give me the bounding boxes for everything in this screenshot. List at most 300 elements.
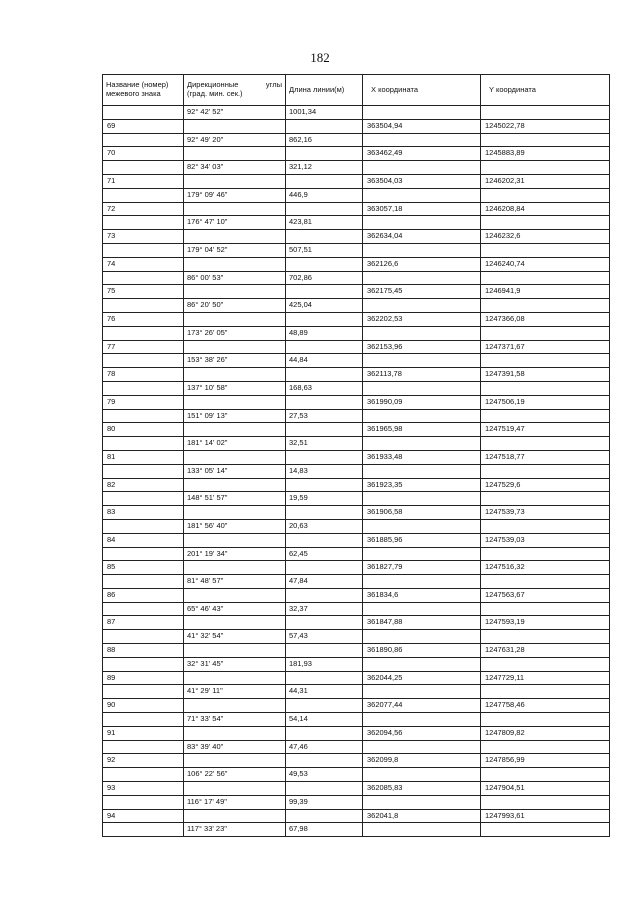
angle-empty xyxy=(184,230,286,244)
angle-empty xyxy=(184,147,286,161)
header-row xyxy=(103,75,610,106)
y-coordinate: 1247529,6 xyxy=(481,478,610,492)
x-coordinate: 361923,35 xyxy=(363,478,481,492)
length-empty xyxy=(286,147,363,161)
y-coordinate: 1247563,67 xyxy=(481,588,610,602)
line-length: 67,98 xyxy=(286,823,363,837)
y-empty xyxy=(481,713,610,727)
x-empty xyxy=(363,740,481,754)
name-empty xyxy=(103,685,184,699)
y-empty xyxy=(481,657,610,671)
x-empty xyxy=(363,188,481,202)
name-empty xyxy=(103,271,184,285)
point-name: 91 xyxy=(103,726,184,740)
direction-angle: 148° 51' 57" xyxy=(184,492,286,506)
point-row xyxy=(103,147,610,161)
y-empty xyxy=(481,547,610,561)
name-empty xyxy=(103,381,184,395)
y-empty xyxy=(481,519,610,533)
point-name: 71 xyxy=(103,174,184,188)
point-row xyxy=(103,230,610,244)
x-coordinate: 363462,49 xyxy=(363,147,481,161)
header-length: Длина линии(м) xyxy=(286,75,363,106)
line-length: 49,53 xyxy=(286,768,363,782)
line-length: 423,81 xyxy=(286,216,363,230)
x-coordinate: 363504,94 xyxy=(363,119,481,133)
x-empty xyxy=(363,685,481,699)
angle-empty xyxy=(184,285,286,299)
name-empty xyxy=(103,409,184,423)
point-name: 85 xyxy=(103,561,184,575)
segment-row xyxy=(103,575,610,589)
y-empty xyxy=(481,575,610,589)
y-empty xyxy=(481,161,610,175)
segment-row xyxy=(103,188,610,202)
point-row xyxy=(103,782,610,796)
point-name: 90 xyxy=(103,699,184,713)
x-coordinate: 362041,8 xyxy=(363,809,481,823)
point-row xyxy=(103,809,610,823)
angle-empty xyxy=(184,616,286,630)
point-name: 76 xyxy=(103,312,184,326)
length-empty xyxy=(286,312,363,326)
point-row xyxy=(103,671,610,685)
x-empty xyxy=(363,216,481,230)
direction-angle: 81° 48' 57" xyxy=(184,575,286,589)
x-coordinate: 362094,56 xyxy=(363,726,481,740)
point-row xyxy=(103,616,610,630)
y-coordinate: 1247519,47 xyxy=(481,423,610,437)
segment-row xyxy=(103,547,610,561)
segment-row xyxy=(103,657,610,671)
line-length: 1001,34 xyxy=(286,106,363,120)
line-length: 32,37 xyxy=(286,602,363,616)
point-name: 87 xyxy=(103,616,184,630)
point-name: 94 xyxy=(103,809,184,823)
length-empty xyxy=(286,561,363,575)
length-empty xyxy=(286,699,363,713)
name-empty xyxy=(103,713,184,727)
x-empty xyxy=(363,299,481,313)
line-length: 20,63 xyxy=(286,519,363,533)
direction-angle: 65° 46' 43" xyxy=(184,602,286,616)
segment-row xyxy=(103,133,610,147)
angle-empty xyxy=(184,726,286,740)
point-name: 72 xyxy=(103,202,184,216)
line-length: 702,86 xyxy=(286,271,363,285)
name-empty xyxy=(103,464,184,478)
header-name-line1: Название (номер) xyxy=(106,80,169,90)
name-empty xyxy=(103,106,184,120)
line-length: 19,59 xyxy=(286,492,363,506)
y-empty xyxy=(481,299,610,313)
name-empty xyxy=(103,602,184,616)
x-empty xyxy=(363,409,481,423)
direction-angle: 173° 26' 05" xyxy=(184,326,286,340)
x-empty xyxy=(363,519,481,533)
point-row xyxy=(103,119,610,133)
point-name: 92 xyxy=(103,754,184,768)
segment-row xyxy=(103,768,610,782)
name-empty xyxy=(103,823,184,837)
point-row xyxy=(103,754,610,768)
angle-empty xyxy=(184,671,286,685)
header-name-line2: межевого знака xyxy=(106,89,161,98)
y-coordinate: 1247366,08 xyxy=(481,312,610,326)
name-empty xyxy=(103,630,184,644)
line-length: 62,45 xyxy=(286,547,363,561)
y-empty xyxy=(481,381,610,395)
header-angle-word2: углы xyxy=(265,80,282,90)
x-empty xyxy=(363,795,481,809)
length-empty xyxy=(286,809,363,823)
y-coordinate: 1247518,77 xyxy=(481,450,610,464)
point-row xyxy=(103,478,610,492)
y-empty xyxy=(481,823,610,837)
y-coordinate: 1246202,31 xyxy=(481,174,610,188)
point-name: 81 xyxy=(103,450,184,464)
point-row xyxy=(103,257,610,271)
segment-row xyxy=(103,271,610,285)
y-coordinate: 1247993,61 xyxy=(481,809,610,823)
segment-row xyxy=(103,630,610,644)
y-empty xyxy=(481,188,610,202)
y-coordinate: 1247516,32 xyxy=(481,561,610,575)
table-header xyxy=(103,75,610,106)
direction-angle: 41° 29' 11" xyxy=(184,685,286,699)
point-row xyxy=(103,174,610,188)
name-empty xyxy=(103,547,184,561)
y-coordinate: 1246232,6 xyxy=(481,230,610,244)
y-coordinate: 1247856,99 xyxy=(481,754,610,768)
angle-empty xyxy=(184,561,286,575)
angle-empty xyxy=(184,450,286,464)
point-row xyxy=(103,423,610,437)
direction-angle: 181° 14' 02" xyxy=(184,437,286,451)
x-empty xyxy=(363,326,481,340)
y-coordinate: 1247593,19 xyxy=(481,616,610,630)
page-number: 182 xyxy=(310,50,330,65)
x-coordinate: 363504,03 xyxy=(363,174,481,188)
segment-row xyxy=(103,464,610,478)
angle-empty xyxy=(184,588,286,602)
length-empty xyxy=(286,257,363,271)
direction-angle: 133° 05' 14" xyxy=(184,464,286,478)
y-coordinate: 1247904,51 xyxy=(481,782,610,796)
point-row xyxy=(103,644,610,658)
segment-row xyxy=(103,381,610,395)
point-row xyxy=(103,285,610,299)
y-empty xyxy=(481,271,610,285)
line-length: 446,9 xyxy=(286,188,363,202)
y-empty xyxy=(481,354,610,368)
x-coordinate: 362099,8 xyxy=(363,754,481,768)
x-empty xyxy=(363,437,481,451)
x-empty xyxy=(363,602,481,616)
x-coordinate: 362077,44 xyxy=(363,699,481,713)
line-length: 54,14 xyxy=(286,713,363,727)
x-coordinate: 361965,98 xyxy=(363,423,481,437)
x-empty xyxy=(363,243,481,257)
point-name: 69 xyxy=(103,119,184,133)
point-row xyxy=(103,726,610,740)
segment-row xyxy=(103,299,610,313)
direction-angle: 181° 56' 40" xyxy=(184,519,286,533)
line-length: 321,12 xyxy=(286,161,363,175)
line-length: 32,51 xyxy=(286,437,363,451)
direction-angle: 179° 09' 46" xyxy=(184,188,286,202)
x-coordinate: 362175,45 xyxy=(363,285,481,299)
y-empty xyxy=(481,106,610,120)
x-empty xyxy=(363,381,481,395)
x-coordinate: 361890,86 xyxy=(363,644,481,658)
direction-angle: 106° 22' 56" xyxy=(184,768,286,782)
angle-empty xyxy=(184,782,286,796)
point-name: 79 xyxy=(103,395,184,409)
segment-row xyxy=(103,161,610,175)
y-coordinate: 1247809,82 xyxy=(481,726,610,740)
angle-empty xyxy=(184,119,286,133)
length-empty xyxy=(286,368,363,382)
length-empty xyxy=(286,202,363,216)
y-empty xyxy=(481,326,610,340)
angle-empty xyxy=(184,699,286,713)
name-empty xyxy=(103,354,184,368)
direction-angle: 117° 33' 23" xyxy=(184,823,286,837)
x-coordinate: 362113,78 xyxy=(363,368,481,382)
point-row xyxy=(103,368,610,382)
direction-angle: 201° 19' 34" xyxy=(184,547,286,561)
point-row xyxy=(103,395,610,409)
y-coordinate: 1247506,19 xyxy=(481,395,610,409)
direction-angle: 82° 34' 03" xyxy=(184,161,286,175)
x-empty xyxy=(363,575,481,589)
x-empty xyxy=(363,547,481,561)
point-name: 89 xyxy=(103,671,184,685)
segment-row xyxy=(103,602,610,616)
angle-empty xyxy=(184,340,286,354)
name-empty xyxy=(103,326,184,340)
y-empty xyxy=(481,409,610,423)
length-empty xyxy=(286,423,363,437)
point-row xyxy=(103,533,610,547)
line-length: 99,39 xyxy=(286,795,363,809)
x-empty xyxy=(363,464,481,478)
segment-row xyxy=(103,519,610,533)
point-name: 82 xyxy=(103,478,184,492)
angle-empty xyxy=(184,754,286,768)
point-name: 70 xyxy=(103,147,184,161)
y-coordinate: 1246208,84 xyxy=(481,202,610,216)
direction-angle: 116° 17' 49" xyxy=(184,795,286,809)
y-coordinate: 1246240,74 xyxy=(481,257,610,271)
y-empty xyxy=(481,795,610,809)
x-coordinate: 361834,6 xyxy=(363,588,481,602)
point-row xyxy=(103,450,610,464)
point-name: 80 xyxy=(103,423,184,437)
length-empty xyxy=(286,782,363,796)
length-empty xyxy=(286,726,363,740)
y-coordinate: 1245883,89 xyxy=(481,147,610,161)
x-empty xyxy=(363,823,481,837)
angle-empty xyxy=(184,202,286,216)
point-row xyxy=(103,699,610,713)
y-empty xyxy=(481,602,610,616)
name-empty xyxy=(103,216,184,230)
direction-angle: 153° 38' 26" xyxy=(184,354,286,368)
y-coordinate: 1247391,58 xyxy=(481,368,610,382)
segment-row xyxy=(103,823,610,837)
name-empty xyxy=(103,740,184,754)
table-body xyxy=(103,106,610,837)
x-coordinate: 361827,79 xyxy=(363,561,481,575)
y-coordinate: 1247729,11 xyxy=(481,671,610,685)
line-length: 507,51 xyxy=(286,243,363,257)
boundary-coordinates-table xyxy=(102,74,610,837)
header-angle xyxy=(184,75,286,106)
x-coordinate: 363057,18 xyxy=(363,202,481,216)
line-length: 168,63 xyxy=(286,381,363,395)
angle-empty xyxy=(184,478,286,492)
angle-empty xyxy=(184,423,286,437)
segment-row xyxy=(103,326,610,340)
point-name: 88 xyxy=(103,644,184,658)
y-coordinate: 1247758,46 xyxy=(481,699,610,713)
angle-empty xyxy=(184,312,286,326)
angle-empty xyxy=(184,257,286,271)
direction-angle: 41° 32' 54" xyxy=(184,630,286,644)
point-name: 73 xyxy=(103,230,184,244)
line-length: 44,84 xyxy=(286,354,363,368)
x-empty xyxy=(363,271,481,285)
segment-row xyxy=(103,243,610,257)
x-coordinate: 361906,58 xyxy=(363,506,481,520)
direction-angle: 92° 42' 52" xyxy=(184,106,286,120)
name-empty xyxy=(103,188,184,202)
line-length: 425,04 xyxy=(286,299,363,313)
direction-angle: 137° 10' 58" xyxy=(184,381,286,395)
line-length: 14,83 xyxy=(286,464,363,478)
name-empty xyxy=(103,657,184,671)
length-empty xyxy=(286,395,363,409)
point-row xyxy=(103,340,610,354)
name-empty xyxy=(103,768,184,782)
direction-angle: 83° 39' 40" xyxy=(184,740,286,754)
length-empty xyxy=(286,119,363,133)
line-length: 47,84 xyxy=(286,575,363,589)
header-y: Y координата xyxy=(481,75,610,106)
length-empty xyxy=(286,230,363,244)
x-coordinate: 362085,83 xyxy=(363,782,481,796)
x-coordinate: 362202,53 xyxy=(363,312,481,326)
line-length: 181,93 xyxy=(286,657,363,671)
name-empty xyxy=(103,519,184,533)
angle-empty xyxy=(184,506,286,520)
point-name: 84 xyxy=(103,533,184,547)
x-coordinate: 361990,09 xyxy=(363,395,481,409)
y-empty xyxy=(481,685,610,699)
direction-angle: 86° 00' 53" xyxy=(184,271,286,285)
direction-angle: 176° 47' 10" xyxy=(184,216,286,230)
length-empty xyxy=(286,754,363,768)
name-empty xyxy=(103,161,184,175)
header-name xyxy=(103,75,184,106)
segment-row xyxy=(103,713,610,727)
y-coordinate: 1246941,9 xyxy=(481,285,610,299)
point-name: 74 xyxy=(103,257,184,271)
x-empty xyxy=(363,713,481,727)
direction-angle: 179° 04' 52" xyxy=(184,243,286,257)
y-coordinate: 1245022,78 xyxy=(481,119,610,133)
point-row xyxy=(103,561,610,575)
point-row xyxy=(103,312,610,326)
x-empty xyxy=(363,133,481,147)
x-empty xyxy=(363,492,481,506)
point-name: 93 xyxy=(103,782,184,796)
line-length: 862,16 xyxy=(286,133,363,147)
length-empty xyxy=(286,671,363,685)
angle-empty xyxy=(184,809,286,823)
x-coordinate: 362634,04 xyxy=(363,230,481,244)
direction-angle: 86° 20' 50" xyxy=(184,299,286,313)
x-coordinate: 362126,6 xyxy=(363,257,481,271)
name-empty xyxy=(103,492,184,506)
angle-empty xyxy=(184,174,286,188)
name-empty xyxy=(103,133,184,147)
x-coordinate: 362153,96 xyxy=(363,340,481,354)
point-name: 77 xyxy=(103,340,184,354)
y-empty xyxy=(481,768,610,782)
length-empty xyxy=(286,478,363,492)
angle-empty xyxy=(184,533,286,547)
x-coordinate: 361885,96 xyxy=(363,533,481,547)
segment-row xyxy=(103,106,610,120)
x-empty xyxy=(363,630,481,644)
header-angle-word1: Дирекционные xyxy=(187,80,239,90)
y-coordinate: 1247539,73 xyxy=(481,506,610,520)
segment-row xyxy=(103,216,610,230)
segment-row xyxy=(103,437,610,451)
y-empty xyxy=(481,243,610,257)
x-coordinate: 361933,48 xyxy=(363,450,481,464)
segment-row xyxy=(103,492,610,506)
line-length: 57,43 xyxy=(286,630,363,644)
x-coordinate: 362044,25 xyxy=(363,671,481,685)
direction-angle: 32° 31' 45" xyxy=(184,657,286,671)
y-empty xyxy=(481,492,610,506)
y-coordinate: 1247371,67 xyxy=(481,340,610,354)
line-length: 47,46 xyxy=(286,740,363,754)
point-name: 75 xyxy=(103,285,184,299)
x-coordinate: 361847,88 xyxy=(363,616,481,630)
name-empty xyxy=(103,437,184,451)
direction-angle: 71° 33' 54" xyxy=(184,713,286,727)
x-empty xyxy=(363,161,481,175)
name-empty xyxy=(103,243,184,257)
angle-empty xyxy=(184,395,286,409)
name-empty xyxy=(103,299,184,313)
point-row xyxy=(103,588,610,602)
name-empty xyxy=(103,575,184,589)
length-empty xyxy=(286,644,363,658)
x-empty xyxy=(363,106,481,120)
y-empty xyxy=(481,630,610,644)
x-empty xyxy=(363,768,481,782)
y-empty xyxy=(481,437,610,451)
length-empty xyxy=(286,588,363,602)
y-coordinate: 1247631,28 xyxy=(481,644,610,658)
name-empty xyxy=(103,795,184,809)
